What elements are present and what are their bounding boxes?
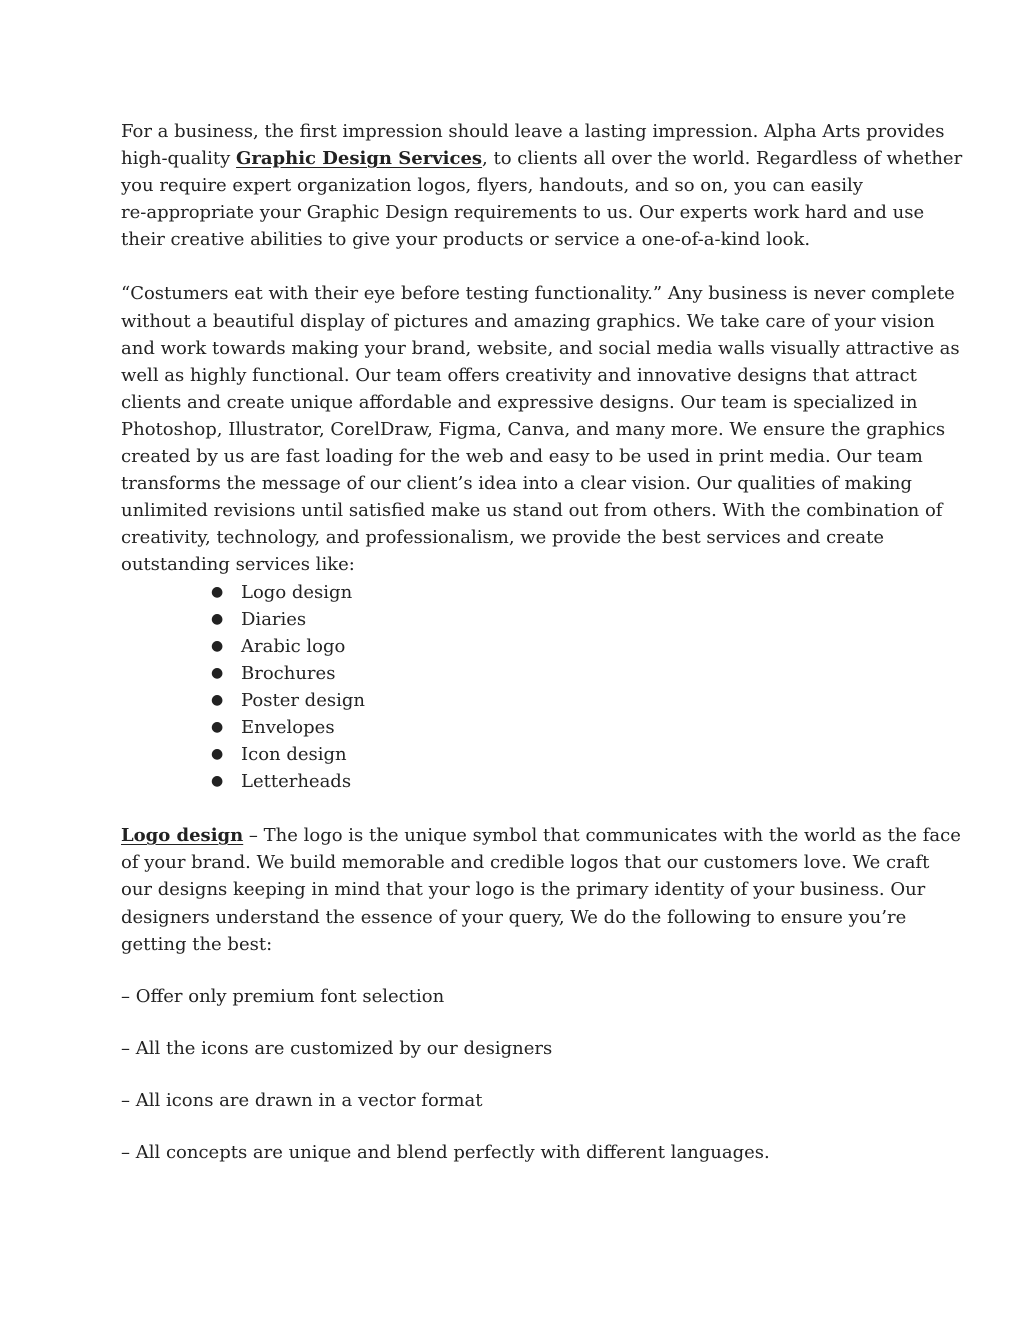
body-line: clients and create unique affordable and expressive designs. Our team is specialized in [121, 391, 918, 413]
list-item-label: Brochures [241, 662, 336, 684]
list-item-label: Letterheads [241, 771, 352, 793]
list-item-label: Icon design [241, 744, 347, 766]
logo-text: – The logo is the unique symbol that communicates with the world as the face [243, 825, 961, 847]
list-item [121, 660, 911, 687]
services-list [121, 579, 911, 796]
intro-line: For a business, the first impression should leave a lasting impression. Alpha Arts provides [121, 121, 945, 142]
intro-paragraph [121, 118, 963, 253]
body-line: transforms the message of our client’s idea into a clear vision. Our qualities of making [121, 473, 913, 495]
body-line: well as highly functional. Our team offers creativity and innovative designs that attract [121, 364, 917, 386]
list-item [121, 579, 911, 606]
list-item [121, 633, 911, 660]
body-paragraph [121, 280, 960, 578]
body-line: creativity, technology, and professionalism, we provide the best services and create [121, 527, 885, 549]
intro-line: their creative abilities to give your products or service a one-of-a-kind look. [121, 229, 811, 251]
body-line: Photoshop, Illustrator, CorelDraw, Figma, Canva, and many more. We ensure the graphics [121, 418, 946, 440]
logo-design-link[interactable]: Logo design [121, 825, 244, 847]
list-item-label: Diaries [241, 608, 307, 630]
body-line: “Costumers eat with their eye before testing functionality.” Any business is never complete [121, 283, 955, 305]
bullet-icon: ● [211, 691, 224, 708]
list-item [121, 768, 911, 795]
feature-item: – Offer only premium font selection [121, 985, 445, 1007]
feature-item: – All icons are drawn in a vector format [121, 1089, 483, 1111]
intro-line: re-appropriate your Graphic Design requirements to us. Our experts work hard and use [121, 202, 925, 224]
list-item [121, 714, 911, 741]
bullet-icon: ● [211, 746, 224, 763]
list-item-label: Envelopes [241, 716, 335, 738]
document-page [121, 118, 963, 1166]
list-item [121, 606, 911, 633]
logo-design-paragraph [121, 822, 961, 957]
body-line: unlimited revisions until satisfied make us stand out from others. With the combination of [121, 500, 943, 522]
logo-line: designers understand the essence of your query, We do the following to ensure you’re [121, 906, 907, 928]
list-item-label: Logo design [241, 581, 353, 603]
list-item [121, 741, 911, 768]
body-line: outstanding services like: [121, 554, 355, 576]
intro-text: high-quality [121, 148, 237, 170]
feature-item: – All the icons are customized by our designers [121, 1037, 553, 1059]
logo-line: our designs keeping in mind that your logo is the primary identity of your business. Our [121, 879, 926, 901]
bullet-icon: ● [211, 718, 224, 735]
body-line: and work towards making your brand, website, and social media walls visually attractive as [121, 337, 960, 359]
intro-line: you require expert organization logos, flyers, handouts, and so on, you can easily [121, 175, 863, 197]
list-item [121, 687, 911, 714]
body-line: without a beautiful display of pictures and amazing graphics. We take care of your vision [121, 310, 935, 332]
intro-line [121, 145, 963, 172]
intro-text: , to clients all over the world. Regardless of whether [482, 148, 963, 170]
bullet-icon: ● [211, 610, 224, 627]
bullet-icon: ● [211, 773, 224, 790]
logo-line: of your brand. We build memorable and credible logos that our customers love. We craft [121, 852, 930, 874]
logo-line: getting the best: [121, 933, 273, 955]
body-line: created by us are fast loading for the web and easy to be used in print media. Our team [121, 446, 923, 468]
list-item-label: Poster design [241, 689, 365, 711]
list-item-label: Arabic logo [241, 635, 346, 657]
bullet-icon: ● [211, 583, 224, 600]
bullet-icon: ● [211, 664, 224, 681]
feature-item: – All concepts are unique and blend perfectly with different languages. [121, 1141, 770, 1163]
bullet-icon: ● [211, 637, 224, 654]
logo-line [121, 822, 961, 849]
graphic-design-services-link[interactable]: Graphic Design Services [236, 148, 483, 170]
